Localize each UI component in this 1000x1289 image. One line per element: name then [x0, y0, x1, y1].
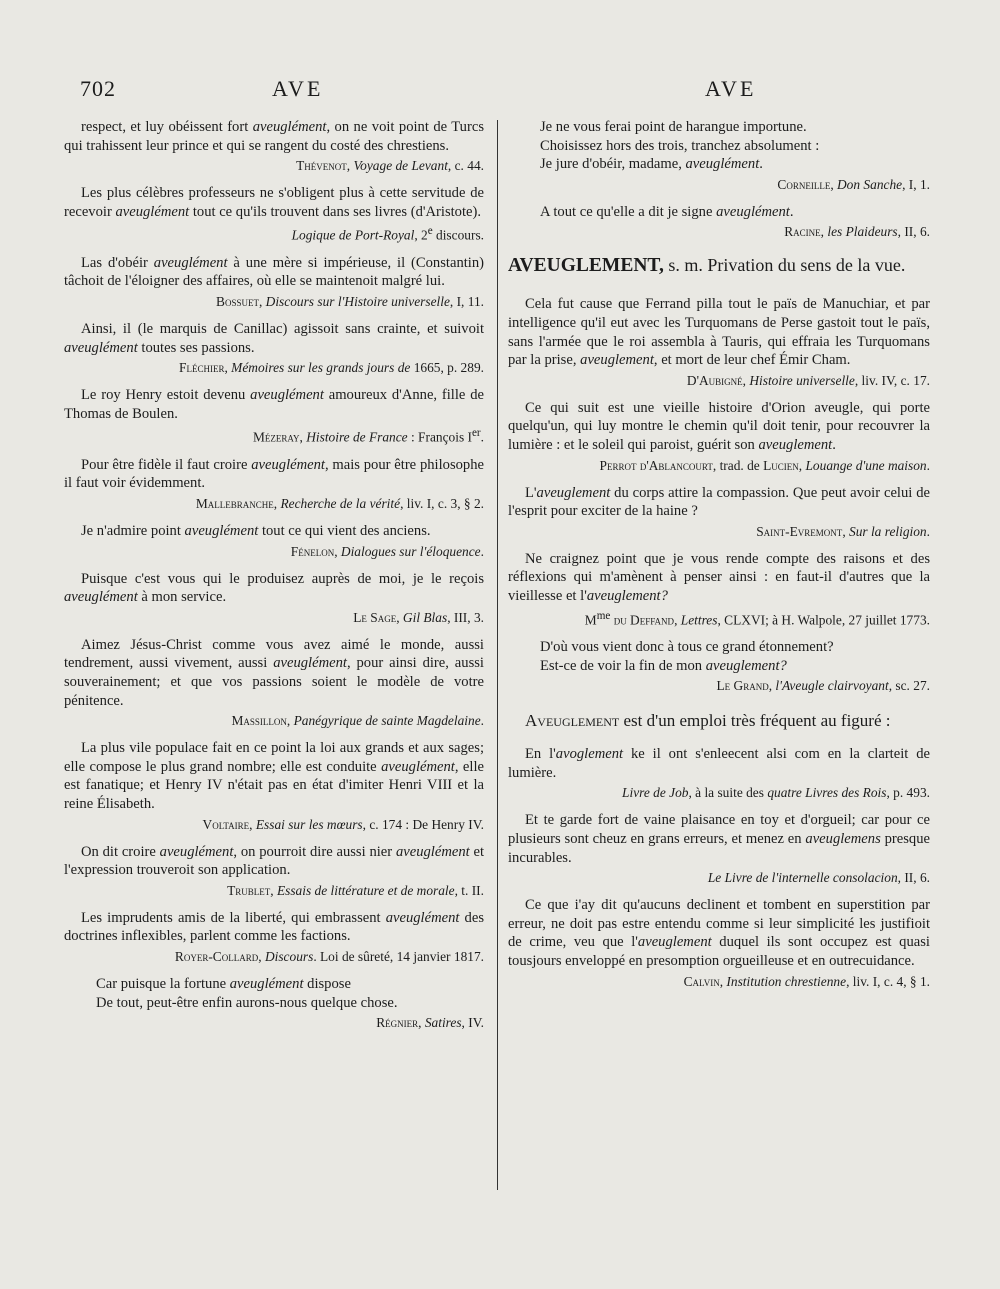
citation-source: Corneille, Don Sanche, I, 1. [777, 176, 930, 192]
quotation: Ainsi, il (le marquis de Canillac) agissoit sans crainte, et suivoit aveuglément toutes ses passions. [64, 321, 484, 356]
citation-source: Massillon, Panégyrique de sainte Magdelaine. [231, 713, 484, 729]
quotation: Las d'obéir aveuglément à une mère si impérieuse, il (Constantin) tâchoit de l'éloigner des affaires, où elle se maintenoit malgré lui. [64, 254, 485, 290]
entry-headword: AVEUGLEMENT, s. m. Privation du sens de la vue. [508, 255, 906, 277]
citation-source: Mallebranche, Recherche de la vérité, liv. I, c. 3, § 2. [195, 496, 484, 512]
citation-source: Le Grand, l'Aveugle clairvoyant, sc. 27. [716, 678, 930, 694]
verse-line: D'où vous vient donc à tous ce grand étonnement? [540, 638, 834, 655]
citation-source: D'Aubigné, Histoire universelle, liv. IV, c. 17. [686, 372, 930, 388]
verse-line: Je ne vous ferai point de harangue importune. [540, 119, 807, 135]
figurative-usage-heading: Aveuglement est d'un emploi très fréquent au figuré : [525, 711, 891, 731]
quotation: Les imprudents amis de la liberté, qui embrassent aveuglément des doctrines inflexibles, parlent comme les factions. [64, 909, 484, 945]
citation-source: Régnier, Satires, IV. [376, 1015, 484, 1031]
right-column [508, 118, 930, 1000]
quotation: Et te garde fort de vaine plaisance en toy et d'orgueil; car pour ce plusieurs sont cheuz en grans erreurs, et menez en aveuglemens presque incurables. [508, 812, 930, 866]
verse-line: Car puisque la fortune aveuglément dispose [96, 975, 351, 992]
citation-source: Fléchier, Mémoires sur les grands jours de 1665, p. 289. [179, 360, 484, 376]
citation-source: Royer-Collard, Discours. Loi de sûreté, 14 janvier 1817. [174, 948, 484, 964]
citation-source: Fénelon, Dialogues sur l'éloquence. [290, 543, 484, 559]
quotation: Ce qui suit est une vieille histoire d'Orion aveugle, qui porte quelqu'un, qui luy montre le chemin qu'il doit tenir, pour recouvrer la lumière : et le soleil qui paroist, guérit son aveuglement. [508, 399, 930, 453]
citation-source: Le Livre de l'internelle consolacion, II, 6. [707, 870, 930, 886]
citation-source: Le Sage, Gil Blas, III, 3. [353, 609, 484, 625]
quotation: Aimez Jésus-Christ comme vous avez aimé le monde, aussi tendrement, aussi vivement, aussi aveuglément, pour ainsi dire, aussi souverainement; et que vos passions soient le modèle de votre pénitence. [64, 636, 484, 709]
column-divider [497, 120, 498, 1190]
quotation: Cela fut cause que Ferrand pilla tout le païs de Manuchiar, et par intelligence qu'il eut avec les Turquomans de Perse gastoit tout le païs, sans l'armée que le roi assembla à Tauris, qui effraia les Turquomans par la prise, aveuglement, et mort de leur chef Émir Cham. [508, 296, 930, 369]
quotation: La plus vile populace fait en ce point la loi aux grands et aux sages; elle compose le plus grand nombre; elle est conduite aveuglément, elle est fanatique; et Henry IV n'était pas en état d'imiter Henri VIII et la reine Élisabeth. [64, 740, 484, 812]
citation-source: Calvin, Institution chrestienne, liv. I, c. 4, § 1. [683, 973, 930, 989]
left-column [64, 118, 484, 1041]
quotation: respect, et luy obéissent fort aveuglément, on ne voit point de Turcs qui trahissent leur prince et qui se rangent du costé des chrestiens. [64, 119, 484, 154]
citation-source: Trublet, Essais de littérature et de morale, t. II. [227, 882, 484, 898]
page-number: 702 [80, 76, 116, 101]
citation-source: Mézeray, Histoire de France : François Ier. [252, 427, 484, 445]
citation-source: $M^{me}$ du Deffand, Lettres, CLXVI; à H. Walpole, 27 juillet 1773. [584, 609, 930, 627]
citation-source: Livre de Job, à la suite des quatre Livres des Rois, p. 493. [622, 785, 930, 801]
citation-source: Thévenot, Voyage de Levant, c. 44. [296, 158, 484, 174]
quotation: Je n'admire point aveuglément tout ce qui vient des anciens. [81, 523, 431, 540]
verse-line: Choisissez hors des trois, tranchez absolument : [540, 137, 820, 154]
verse-quotation [540, 118, 930, 174]
running-head-left: AVE [272, 76, 324, 101]
quotation: En l'avoglement ke il ont s'enleecent alsi com en la clarteit de lumière. [508, 746, 930, 781]
verse-quotation [540, 638, 930, 675]
citation-source: Perrot d'Ablancourt, trad. de Lucien, Louange d'une maison. [599, 457, 930, 473]
quotation: Puisque c'est vous qui le produisez auprès de moi, je le reçois aveuglément à mon service. [64, 570, 484, 606]
citation-source: Bossuet, Discours sur l'Histoire universelle, I, 11. [216, 294, 484, 310]
running-head-right: AVE [705, 76, 757, 101]
verse-line: De tout, peut-être enfin aurons-nous quelque chose. [96, 994, 398, 1011]
quotation: Pour être fidèle il faut croire aveuglément, mais pour être philosophe il faut voir évidemment. [64, 456, 484, 492]
verse-quotation [96, 975, 484, 1012]
quotation: Le roy Henry estoit devenu aveuglément amoureux d'Anne, fille de Thomas de Boulen. [64, 387, 484, 422]
quotation: Ne craignez point que je vous rende compte des raisons et des réflexions qui m'amènent à penser ainsi : en faut-il d'autres que la vieillesse et l'aveuglement? [508, 550, 930, 604]
citation-source: Saint-Evremont, Sur la religion. [756, 523, 930, 539]
verse-line: Je jure d'obéir, madame, aveuglément. [540, 156, 763, 173]
verse-line: A tout ce qu'elle a dit je signe aveuglément. [540, 203, 794, 220]
quotation: On dit croire aveuglément, on pourroit dire aussi nier aveuglément et l'expression trouveroit son application. [64, 843, 485, 879]
quotation: L'aveuglement du corps attire la compassion. Que peut avoir celui de l'esprit pour exciter de la haine ? [508, 484, 930, 520]
verse-quotation [540, 203, 930, 222]
quotation: Les plus célèbres professeurs ne s'obligent plus à cette servitude de recevoir aveuglément tout ce qu'ils trouvent dans ses livres (d'Aristote). [64, 185, 484, 220]
quotation: Ce que i'ay dit qu'aucuns declinent et tombent en superstition par erreur, ne doit pas estre entendu comme si leur simplicité les justifioit de crime, veu que l'aveuglement duquel ils sont occupez est quasi tousjours enveloppé en presomption orgueilleuse et en outrecuidance. [508, 897, 930, 969]
verse-line: Est-ce de voir la fin de mon aveuglement? [540, 657, 787, 674]
citation-source: Voltaire, Essai sur les mœurs, c. 174 : De Henry IV. [202, 816, 484, 832]
citation-source: Logique de Port-Royal, 2e discours. [291, 225, 484, 243]
citation-source: Racine, les Plaideurs, II, 6. [784, 224, 930, 240]
